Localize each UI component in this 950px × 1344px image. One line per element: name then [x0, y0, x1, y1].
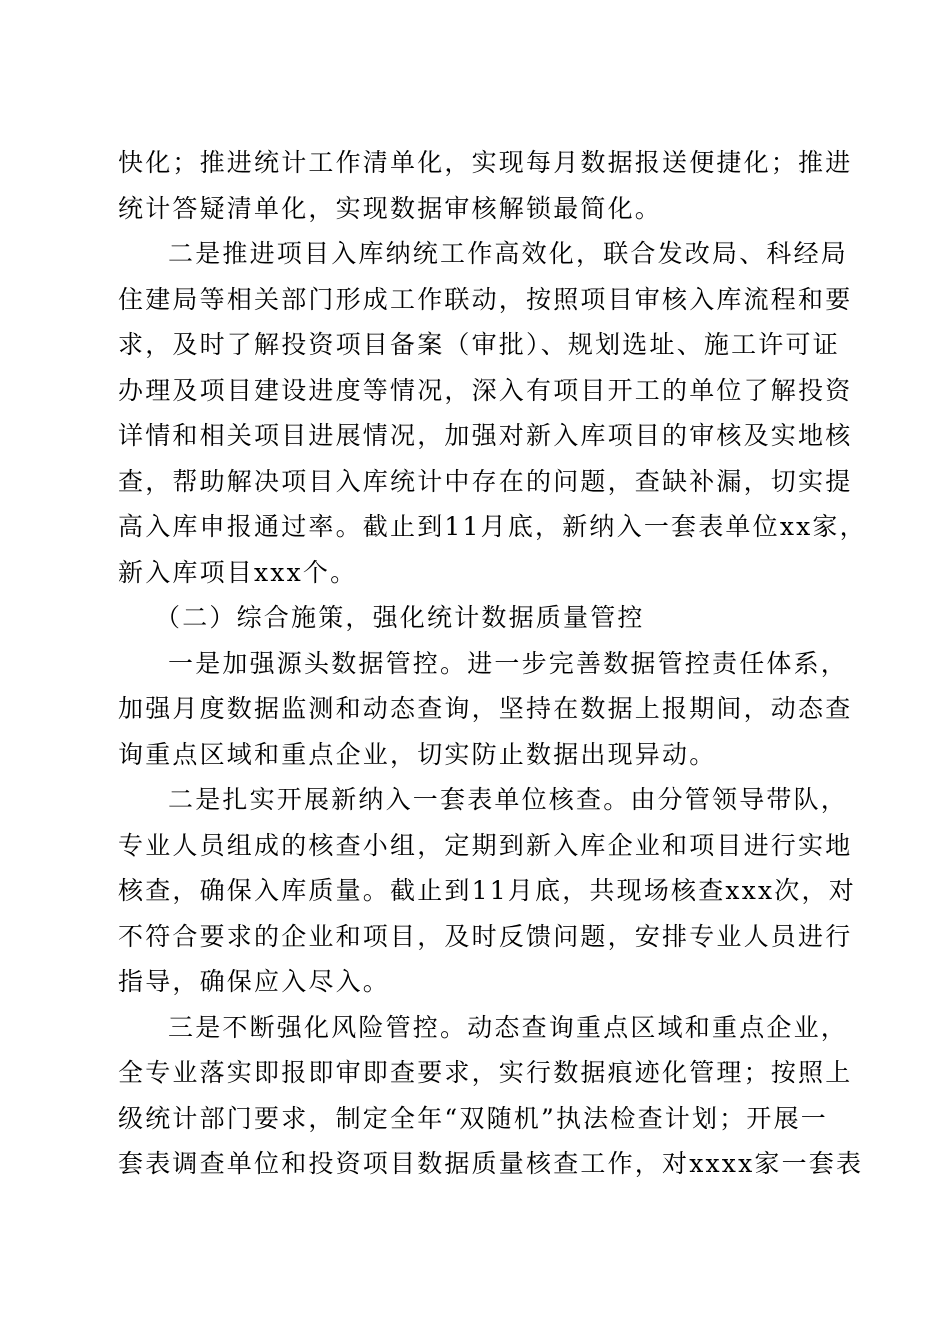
text-line: 详情和相关项目进展情况，加强对新入库项目的审核及实地核	[118, 421, 853, 450]
text-line: 统计答疑清单化，实现数据审核解锁最简化。	[118, 193, 663, 223]
text-line: 快化；推进统计工作清单化，实现每月数据报送便捷化；推进	[118, 148, 853, 177]
text-line: 加强月度数据监测和动态查询，坚持在数据上报期间，动态查	[118, 694, 853, 723]
text-line: 二是推进项目入库纳统工作高效化，联合发改局、科经局	[168, 239, 849, 268]
text-line: 查，帮助解决项目入库统计中存在的问题，查缺补漏，切实提	[118, 466, 853, 496]
paragraph-unit-verification	[118, 777, 856, 1005]
text-line: 三是不断强化风险管控。动态查询重点区域和重点企业，	[168, 1012, 849, 1042]
paragraph-continuation	[118, 140, 853, 231]
text-line: 询重点区域和重点企业，切实防止数据出现异动。	[118, 739, 717, 769]
paragraph-source-control	[118, 641, 853, 778]
text-line: 全专业落实即报即审即查要求，实行数据痕迹化管理；按照上	[118, 1058, 853, 1087]
text-line: 不符合要求的企业和项目，及时反馈问题，安排专业人员进行	[118, 921, 853, 951]
text-line: 一是加强源头数据管控。进一步完善数据管控责任体系，	[168, 648, 849, 678]
text-line: 套表调查单位和投资项目数据质量核查工作，对xxxx家一套表	[118, 1149, 864, 1178]
text-line: 求，及时了解投资项目备案（审批）、规划选址、施工许可证	[118, 330, 840, 359]
text-line: 级统计部门要求，制定全年“双随机”执法检查计划；开展一	[118, 1103, 828, 1133]
section-heading	[118, 595, 830, 641]
text-line: 专业人员组成的核查小组，定期到新入库企业和项目进行实地	[118, 830, 853, 860]
text-line: 高入库申报通过率。截止到11月底，新纳入一套表单位xx家，	[118, 512, 867, 541]
paragraph-risk-control	[118, 1005, 864, 1187]
text-line: 二是扎实开展新纳入一套表单位核查。由分管领导带队，	[168, 785, 849, 814]
text-line: 指导，确保应入尽入。	[118, 967, 391, 996]
paragraph-project-entry	[118, 231, 867, 595]
document-body	[118, 140, 867, 1187]
text-line: 新入库项目xxx个。	[118, 557, 358, 587]
text-line: 办理及项目建设进度等情况，深入有项目开工的单位了解投资	[118, 375, 853, 405]
text-line: 核查，确保入库质量。截止到11月底，共现场核查xxx次，对	[118, 876, 856, 905]
text-line: 住建局等相关部门形成工作联动，按照项目审核入库流程和要	[118, 284, 853, 314]
heading-line: （二）综合施策，强化统计数据质量管控	[155, 603, 645, 632]
